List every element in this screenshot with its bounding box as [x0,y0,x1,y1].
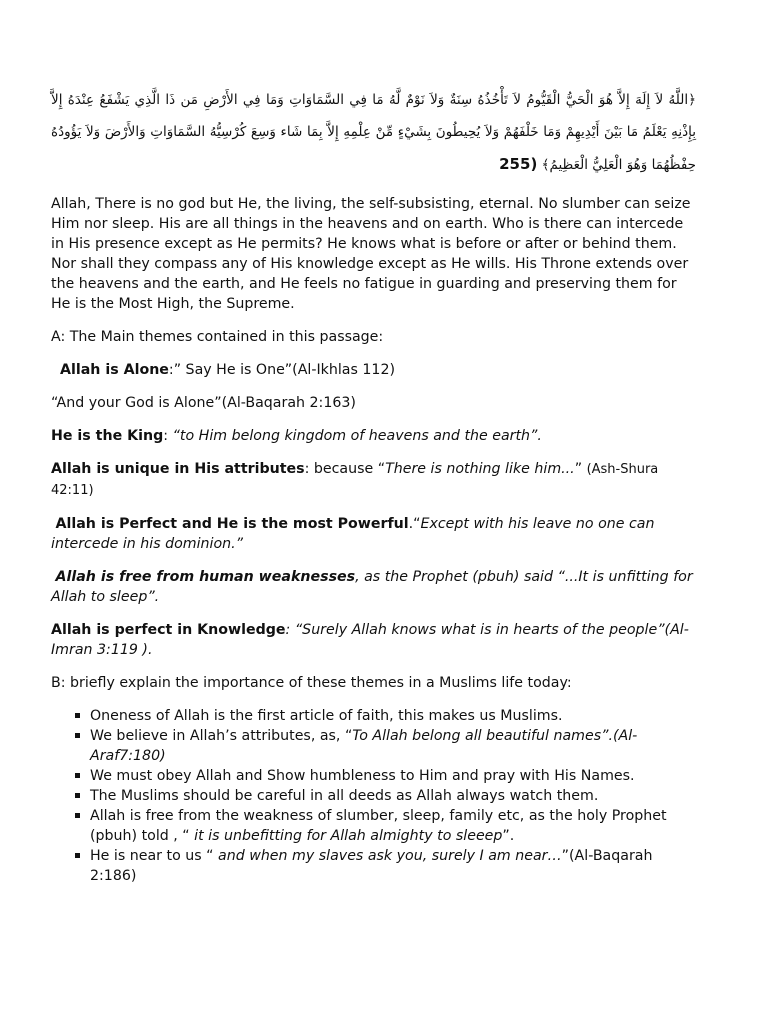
theme-your-god-alone: “And your God is Alone”(Al-Baqarah 2:163) [51,395,356,411]
theme-free-from-weakness [51,567,696,607]
theme-perfect-powerful [51,514,696,554]
list-item-text: The Muslims should be careful in all deeds as Allah always watch them. [90,788,599,804]
theme-quote: : “Surely Allah knows what is in hearts of the people”(Al-Imran 3:119 ). [51,622,689,658]
verse-number: (255 [499,155,538,173]
list-item [75,726,696,766]
theme-perfect-knowledge [51,620,696,660]
theme-allah-alone [51,360,696,380]
theme-title: Allah is Perfect and He is the most Powerful [55,516,409,532]
verse-translation: Allah, There is no god but He, the living, the self-subsisting, eternal. No slumber can seize Him nor sleep. His are all things in the heavens and on earth. Who is there can intercede in His presence except as He permits? He knows what is before or after or behind them. Nor shall they compass any of His knowledge except as He wills. His Throne extends over the heavens and the earth, and He feels no fatigue in guarding and preserving them for He is the Most High, the Supreme. [51,196,691,312]
theme-quote: There is nothing like him... [385,461,575,477]
theme-separator: .“ [408,516,421,532]
theme-title: Allah is free from human weaknesses [55,569,356,585]
list-item [75,786,696,806]
list-item [75,766,696,786]
list-item [75,846,696,886]
list-item-quote: To Allah belong all beautiful names”.(Al-Araf7:180) [90,728,638,764]
list-item-text: We must obey Allah and Show humbleness to Him and pray with His Names. [90,768,635,784]
list-item [75,806,696,846]
theme-quote: Except with his leave no one can intercede in his dominion.” [51,516,655,552]
theme-title: Allah is Alone [60,362,169,378]
arabic-verse [51,84,696,181]
list-item-quote-close: ”. [502,828,515,844]
list-item-text: Oneness of Allah is the first article of faith, this makes us Muslims. [90,708,563,724]
theme-separator: : because “ [304,461,386,477]
section-a-heading: A: The Main themes contained in this passage: [51,329,384,345]
arabic-verse-text: ﴿اللَّهُ لاَ إِلَهَ إِلاَّ هُوَ الْحَيُّ الْقَيُّومُ لاَ تَأْخُذُهُ سِنَةٌ وَلاَ نَوْمٌ لَّهُ مَا فِي السَّمَاوَاتِ وَمَا فِي الأَرْضِ مَن ذَا الَّذِي يَشْفَعُ عِنْدَهُ إِلاَّ بِإِذْنِهِ يَعْلَمُ مَا بَيْنَ أَيْدِيهِمْ وَمَا خَلْفَهُمْ وَلاَ يُحِيطُونَ بِشَيْءٍ مِّنْ عِلْمِهِ إِلاَّ بِمَا شَاء وَسِعَ كُرْسِيُّهُ السَّمَاوَاتِ وَالأَرْضَ وَلاَ يَؤُودُهُ حِفْظُهُمَا وَهُوَ الْعَلِيُّ الْعَظِيمُ﴾ [51,92,696,173]
theme-quote-close: ” [574,461,587,477]
list-item-reference: ”(Al-Baqarah 2:186) [90,848,653,884]
document-page [51,84,696,886]
theme-title: He is the King [51,428,164,444]
theme-text: :” Say He is One”(Al-Ikhlas 112) [168,362,396,378]
theme-separator: : [163,428,173,444]
importance-list [51,706,696,886]
theme-title: Allah is unique in His attributes [51,461,305,477]
list-item-text: Allah is free from the weakness of slumber, sleep, family etc, as the holy Prophet (pbuh) told , “ [90,808,667,844]
list-item-text: He is near to us “ [90,848,219,864]
theme-king [51,426,696,446]
theme-title: Allah is perfect in Knowledge [51,622,286,638]
theme-quote: , as the Prophet (pbuh) said “...It is unfitting for Allah to sleep”. [51,569,693,605]
list-item-quote: it is unbefitting for Allah almighty to sleeep [194,828,503,844]
theme-reference: (Ash-Shura 42:11) [51,462,659,498]
list-item-quote: and when my slaves ask you, surely I am near… [218,848,562,864]
list-item-text: We believe in Allah’s attributes, as, “ [90,728,353,744]
list-item [75,706,696,726]
section-b-heading: B: briefly explain the importance of these themes in a Muslims life today: [51,675,572,691]
theme-unique-attributes [51,459,696,501]
theme-quote: “to Him belong kingdom of heavens and the earth”. [172,428,542,444]
